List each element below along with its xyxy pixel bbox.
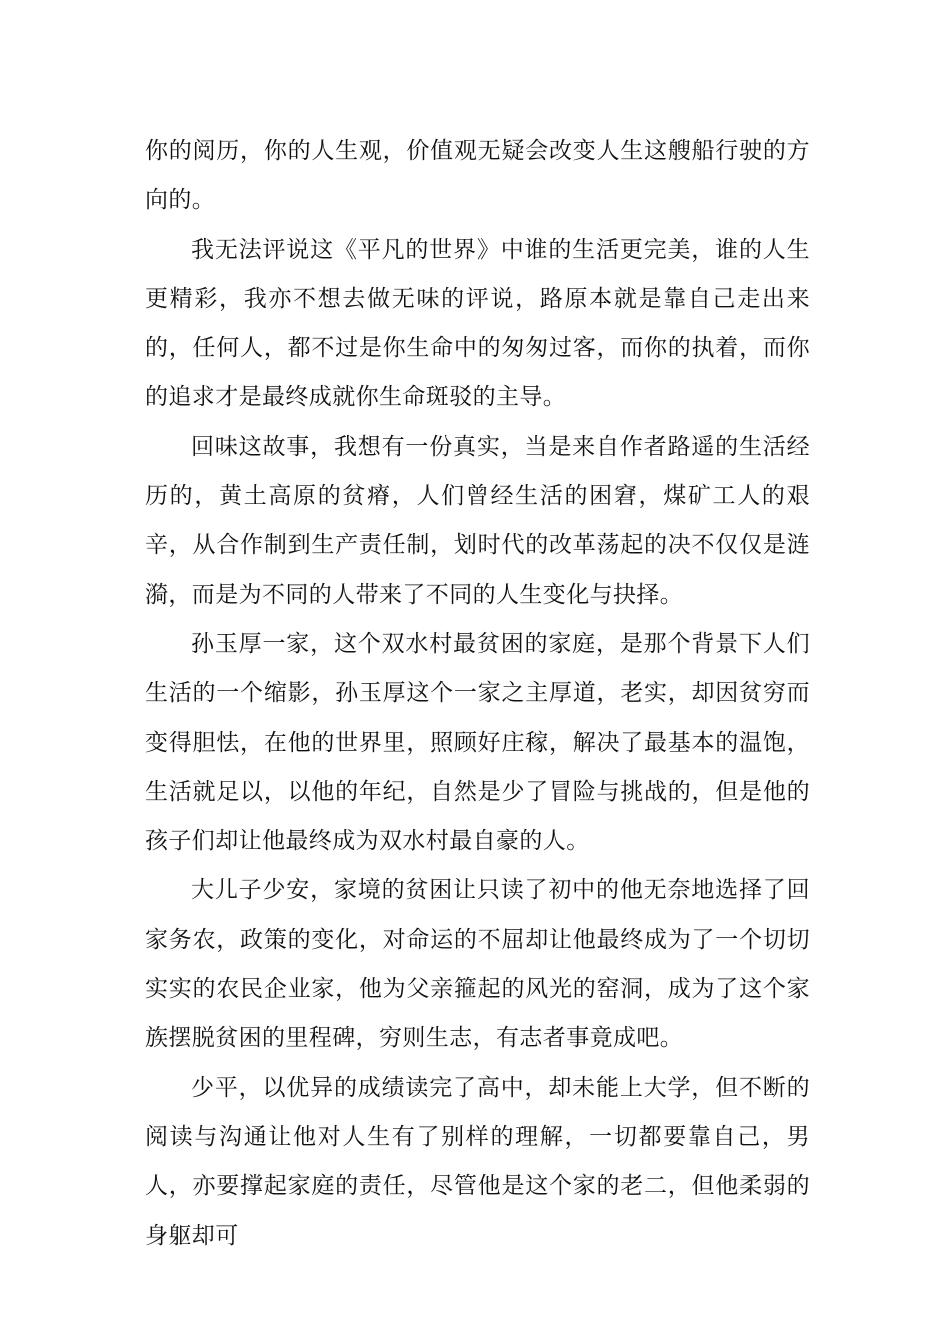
paragraph-4: 孙玉厚一家，这个双水村最贫困的家庭，是那个背景下人们生活的一个缩影，孙玉厚这个一家之主厚道，老实，却因贫穷而变得胆怯，在他的世界里，照顾好庄稼，解决了最基本的温饱，生活就足以，以他的年纪，自然是少了冒险与挑战的，但是他的孩子们却让他最终成为双水村最自豪的人。 (145, 630, 810, 855)
document-body (145, 127, 810, 1261)
paragraph-1: 你的阅历，你的人生观，价值观无疑会改变人生这艘船行驶的方向的。 (145, 138, 810, 214)
paragraph-5: 大儿子少安，家境的贫困让只读了初中的他无奈地选择了回家务农，政策的变化，对命运的不屈却让他最终成为了一个切切实实的农民企业家，他为父亲箍起的风光的窑洞，成为了这个家族摆脱贫困的里程碑，穷则生志，有志者事竟成吧。 (145, 877, 810, 1052)
paragraph-2: 我无法评说这《平凡的世界》中谁的生活更完美，谁的人生更精彩，我亦不想去做无味的评说，路原本就是靠自己走出来的，任何人，都不过是你生命中的匆匆过客，而你的执着，而你的追求才是最终成就你生命斑驳的主导。 (145, 236, 810, 411)
paragraph-3: 回味这故事，我想有一份真实，当是来自作者路遥的生活经历的，黄土高原的贫瘠，人们曾经生活的困窘，煤矿工人的艰辛，从合作制到生产责任制，划时代的改革荡起的决不仅仅是涟漪，而是为不同的人带来了不同的人生变化与抉择。 (145, 433, 810, 608)
paragraph-6: 少平，以优异的成绩读完了高中，却未能上大学，但不断的阅读与沟通让他对人生有了别样的理解，一切都要靠自己，男人，亦要撑起家庭的责任，尽管他是这个家的老二，但他柔弱的身躯却可 (145, 1074, 810, 1249)
